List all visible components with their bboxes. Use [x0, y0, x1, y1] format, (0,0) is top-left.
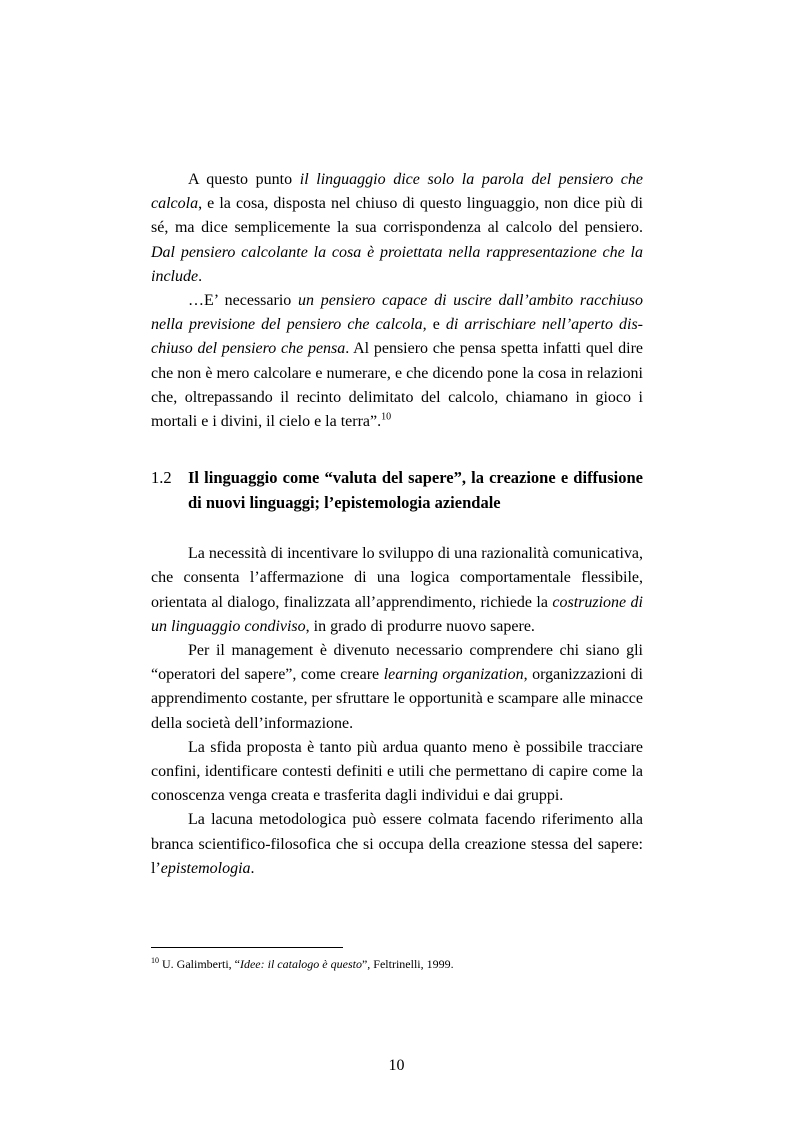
- text-run: e: [426, 316, 446, 334]
- footnote-number: 10: [151, 956, 159, 965]
- page-body: [151, 168, 643, 881]
- italic-run: epistemologia: [160, 859, 251, 877]
- section-title: Il linguaggio come “valuta del sapere”, la creazione e diffusione di nuovi linguaggi; l’epistemologia aziendale: [188, 468, 643, 513]
- text-run: U. Galimberti, “: [159, 957, 240, 971]
- text-run: La sfida proposta è tanto più ardua quanto meno è possibile tracciare confini, identificare contesti definiti e utili che permettano di capire come la conoscenza venga creata e trasferita dagli individui e dai gruppi.: [151, 738, 643, 805]
- paragraph-6: [151, 808, 643, 881]
- footnote-reference[interactable]: 10: [381, 411, 392, 423]
- text-run: , organizzazioni di apprendimento costante, per sfruttare le opportunità e scampare alle minacce della società dell’informazione.: [151, 666, 643, 732]
- text-run: .: [198, 267, 203, 285]
- paragraph-quote-1: [151, 168, 643, 289]
- italic-run: un pensiero capace di uscire dall’ambito racchiuso nella previsione del pensiero che calcola,: [151, 292, 644, 334]
- italic-run: di arrischiare nell’aperto dis-chiuso del pensiero che pensa: [151, 316, 643, 358]
- section-heading: [151, 465, 643, 515]
- section-number: 1.2: [151, 468, 172, 488]
- italic-run: Idee: il catalogo è questo: [239, 957, 362, 971]
- text-run: . Al pensiero che pensa spetta infatti quel dire che non è mero calcolare e numerare, e che dicendo pone la cosa in relazioni che, oltrepassando il recinto delimitato del calcolo, chiamano in gioco i mortali e i divini, il cielo e la terra”.: [151, 340, 644, 431]
- italic-run: il linguaggio dice solo la parola del pensiero che calcola: [151, 171, 644, 213]
- text-run: Per il management è divenuto necessario comprendere chi siano gli “operatori del sapere”, come creare: [151, 642, 643, 684]
- text-run: …E’ necessario: [188, 292, 299, 310]
- italic-run: costruzione di un linguaggio condiviso: [151, 593, 644, 635]
- italic-run: learning organization: [383, 666, 524, 684]
- footnote-separator: [151, 947, 343, 948]
- paragraph-3: [151, 542, 643, 639]
- text-run: La necessità di incentivare lo sviluppo di una razionalità comunicativa, che consenta l’affermazione di una logica comportamentale flessibile, orientata al dialogo, finalizzata all’apprendimento, richiede la: [151, 545, 643, 611]
- text-run: ”, Feltrinelli, 1999.: [361, 957, 454, 971]
- paragraph-4: [151, 639, 643, 736]
- text-run: , in grado di produrre nuovo sapere.: [305, 617, 535, 635]
- footnote: [151, 956, 643, 972]
- text-run: , e la cosa, disposta nel chiuso di questo linguaggio, non dice più di sé, ma dice semplicemente la sua corrispondenza al calcolo del pensiero.: [151, 195, 643, 237]
- paragraph-5: [151, 736, 643, 809]
- paragraph-quote-2: [151, 289, 643, 434]
- text-run: La lacuna metodologica può essere colmata facendo riferimento alla branca scientifico-filosofica che si occupa della creazione stessa del sapere: l’: [151, 811, 643, 877]
- text-run: .: [250, 859, 255, 877]
- italic-run: Dal pensiero calcolante la cosa è proiettata nella rappresentazione che la include: [151, 243, 643, 285]
- page-number: 10: [388, 1057, 405, 1074]
- text-run: A questo punto: [188, 171, 300, 188]
